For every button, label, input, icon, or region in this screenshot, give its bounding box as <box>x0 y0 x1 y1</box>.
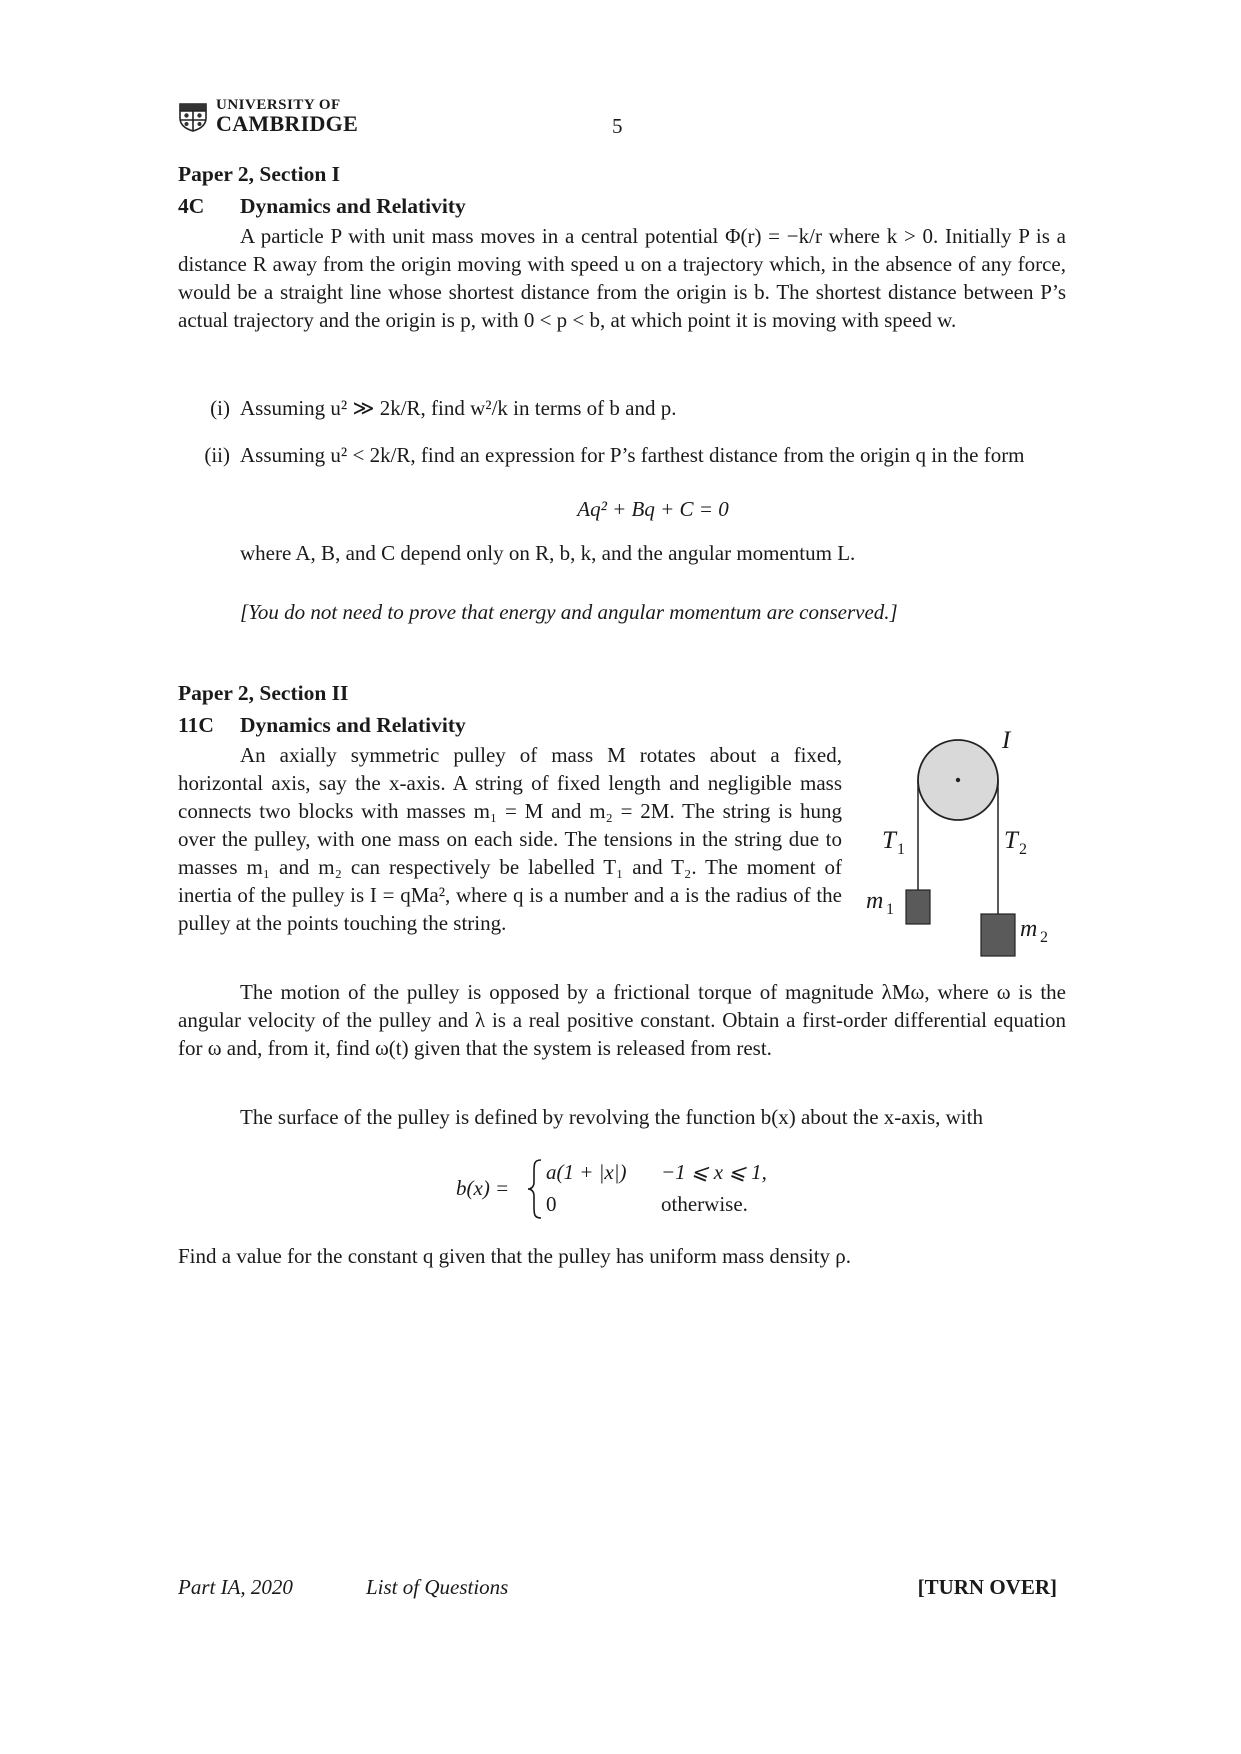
footer-list: List of Questions <box>366 1575 509 1599</box>
item-ii-label: (ii) <box>204 443 230 467</box>
section1-intro: A particle P with unit mass moves in a central potential Φ(r) = −k/r where k > 0. Initially P is a distance R away from the origin moving with speed u on a trajectory which, in the absence of any force, would be a straight line whose shortest distance from the origin is b. The shortest distance between P’s actual trajectory and the origin is p, with 0 < p < b, at which point it is moving with speed w. <box>178 224 1066 332</box>
case2-expr: 0 <box>546 1192 557 1216</box>
section1-q-number: 4C <box>178 194 205 218</box>
footer-part: Part IA, 2020 <box>178 1575 293 1599</box>
pulley-axle <box>956 778 960 782</box>
section1-heading: Paper 2, Section I <box>178 162 341 186</box>
piecewise-lhs: b(x) = <box>456 1176 510 1200</box>
cambridge-crest-icon <box>178 102 208 132</box>
quadratic-equation: Aq² + Bq + C = 0 <box>577 497 729 521</box>
label-T2-sub: 2 <box>1019 841 1027 858</box>
logo-line2: CAMBRIDGE <box>216 111 359 136</box>
section2-para4: Find a value for the constant q given that the pulley has uniform mass density ρ. <box>178 1244 852 1268</box>
university-logo <box>178 98 358 135</box>
mass-m1-block <box>906 890 930 924</box>
case2-cond: otherwise. <box>661 1192 748 1216</box>
case1-expr: a(1 + |x|) <box>546 1160 627 1184</box>
logo-line1: UNIVERSITY OF <box>216 97 341 113</box>
section2-q-number: 11C <box>178 713 214 737</box>
footer-turn-over: [TURN OVER] <box>917 1575 1057 1599</box>
section1-item-ii <box>204 441 1066 469</box>
section1-q-title: Dynamics and Relativity <box>240 194 466 218</box>
label-m1: m <box>866 888 884 914</box>
left-brace-icon <box>526 1158 544 1220</box>
page-number: 5 <box>612 114 623 138</box>
label-m2: m <box>1020 916 1038 942</box>
section2-para3: The surface of the pulley is defined by revolving the function b(x) about the x-axis, with <box>240 1105 983 1129</box>
label-T1: T <box>882 827 896 854</box>
label-m2-sub: 2 <box>1040 929 1048 946</box>
piecewise-function <box>440 1158 820 1222</box>
label-I: I <box>1002 728 1011 754</box>
item-i-text: Assuming u² ≫ 2k/R, find w²/k in terms of b and p. <box>240 396 677 420</box>
label-m1-sub: 1 <box>886 901 894 918</box>
section1-note: [You do not need to prove that energy and angular momentum are conserved.] <box>240 600 898 624</box>
section1-item-i <box>210 394 1066 422</box>
item-ii-text: Assuming u² < 2k/R, find an expression for P’s farthest distance from the origin q in the form <box>240 443 1025 467</box>
item-i-label: (i) <box>210 396 230 420</box>
section2-para2: The motion of the pulley is opposed by a frictional torque of magnitude λMω, where ω is the angular velocity of the pulley and λ is a real positive constant. Obtain a first-order differential equation for ω and, from it, find ω(t) given that the system is released from rest. <box>178 980 1066 1060</box>
label-T2: T <box>1004 827 1018 854</box>
item-ii-after: where A, B, and C depend only on R, b, k, and the angular momentum L. <box>240 541 856 565</box>
label-T1-sub: 1 <box>897 841 905 858</box>
section2-q-title: Dynamics and Relativity <box>240 713 466 737</box>
pulley-diagram <box>860 728 1060 958</box>
mass-m2-block <box>981 914 1015 956</box>
section2-para1: An axially symmetric pulley of mass M rotates about a fixed, horizontal axis, say the x-axis. A string of fixed length and negligible mass connects two blocks with masses m₁ = M and m₂ = 2M. The string is hung over the pulley, with one mass on each side. The tensions in the string due to masses m₁ and m₂ can respectively be labelled T₁ and T₂. The moment of inertia of the pulley is I = qMa², where q is a number and a is the radius of the pulley at the points touching the string. <box>178 743 842 935</box>
section2-heading: Paper 2, Section II <box>178 681 349 705</box>
case1-cond: −1 ⩽ x ⩽ 1, <box>661 1160 767 1184</box>
